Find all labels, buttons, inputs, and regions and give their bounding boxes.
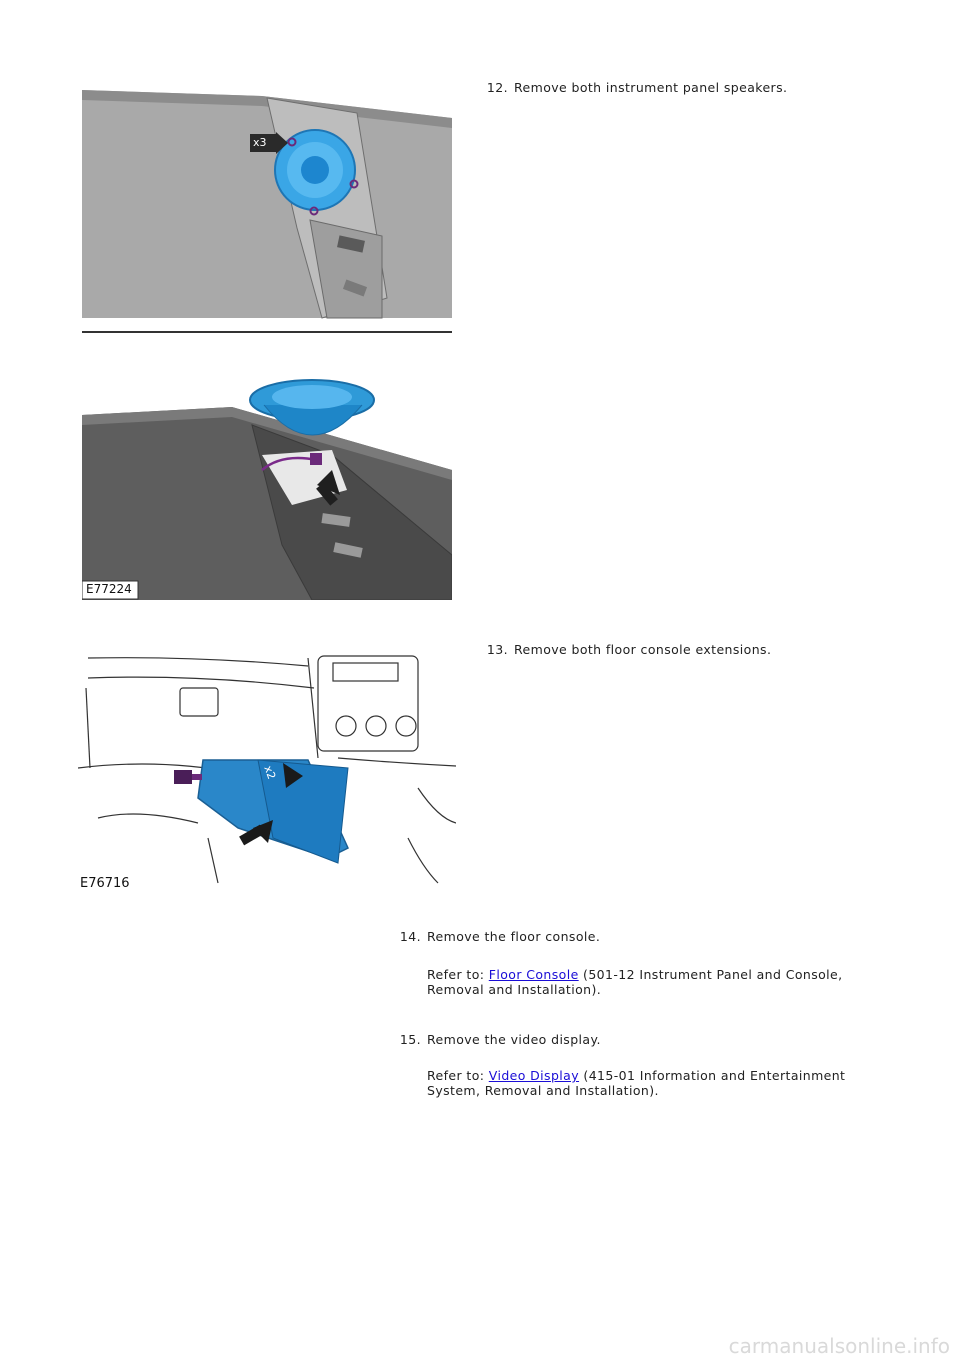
step-text: Remove both floor console extensions. xyxy=(514,642,772,657)
floor-console-link[interactable]: Floor Console xyxy=(488,967,579,982)
figure-code: E77224 xyxy=(86,582,132,596)
step-number: 14. xyxy=(399,929,421,944)
video-display-link[interactable]: Video Display xyxy=(488,1068,580,1083)
step-number: 12. xyxy=(486,80,508,95)
reference-text: Refer to: Floor Console (501-12 Instrument Panel and Console, Removal and Installation). xyxy=(427,967,843,997)
figure-speaker-connector xyxy=(82,355,452,600)
callout-label: x3 xyxy=(253,136,267,149)
watermark: carmanualsonline.info xyxy=(728,1334,950,1358)
step-text: Remove the video display. xyxy=(427,1032,601,1047)
step-number: 15. xyxy=(399,1032,421,1047)
callout-label: x2 xyxy=(261,763,279,782)
figure-code: E76716 xyxy=(80,876,130,891)
figure-console-extension xyxy=(78,648,456,893)
step-text: Remove the floor console. xyxy=(427,929,601,944)
step-15 xyxy=(381,1032,901,1112)
step-text: Remove both instrument panel speakers. xyxy=(514,80,788,95)
figure-speaker-top xyxy=(82,88,452,336)
step-number: 13. xyxy=(486,642,508,657)
reference-text: Refer to: Video Display (415-01 Information and Entertainment System, Removal and Installation). xyxy=(427,1068,846,1098)
step-14 xyxy=(381,929,901,1009)
